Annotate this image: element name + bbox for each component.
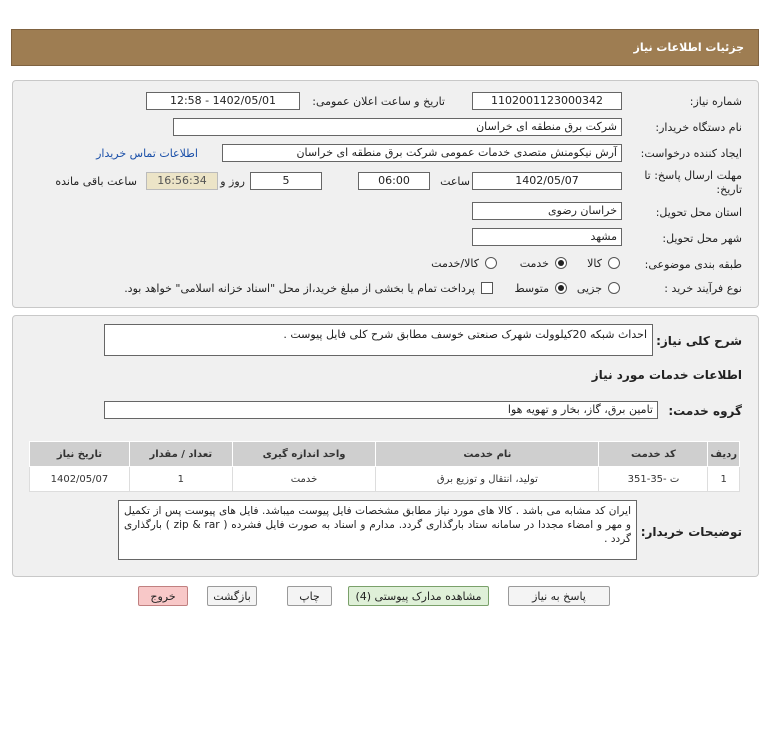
category-option-goods-service: کالا/خدمت (431, 257, 479, 270)
buyer-notes-field: ایران کد مشابه می باشد . کالا های مورد نیاز مطابق مشخصات فایل پیوست میباشد. فایل های پیوست پس از تکمیل و مهر و امضاء مجددا در سامانه ستاد بارگذاری گردد. مدارم و اسناد به صورت فایل فشرده ( zip & rar ) بارگذاری گردد . (118, 500, 637, 560)
treasury-payment-text: پرداخت تمام یا بخشی از مبلغ خرید،از محل "اسناد خزانه اسلامی" خواهد بود. (124, 282, 475, 295)
remaining-time-field: 16:56:34 (146, 172, 218, 190)
contact-buyer-link[interactable]: اطلاعات تماس خریدار (96, 147, 198, 160)
summary-field: احداث شبکه 20کیلوولت شهرک صنعتی خوسف مطابق شرح کلی فایل پیوست . (104, 324, 653, 356)
page-title: جزئیات اطلاعات نیاز (633, 41, 744, 54)
table-cell: تولید، انتقال و توزیع برق (376, 467, 599, 492)
table-cell: 1 (708, 467, 740, 492)
print-button[interactable]: چاپ (287, 586, 332, 606)
exit-button[interactable]: خروج (138, 586, 188, 606)
need-number-label: شماره نیاز: (689, 95, 742, 108)
table-row (30, 467, 740, 492)
city-label: شهر محل تحویل: (662, 232, 742, 245)
column-header: تاریخ نیاز (30, 442, 130, 467)
process-option-minor: جزیی (576, 282, 602, 295)
need-number-field: 1102001123000342 (472, 92, 622, 110)
category-radio-service[interactable] (555, 257, 567, 269)
deadline-time-field: 06:00 (358, 172, 430, 190)
remaining-label: ساعت باقی مانده (55, 175, 137, 188)
summary-label: شرح کلی نیاز: (656, 334, 742, 348)
column-header: تعداد / مقدار (129, 442, 232, 467)
column-header: واحد اندازه گیری (232, 442, 376, 467)
city-field: مشهد (472, 228, 622, 246)
time-label: ساعت (440, 175, 470, 188)
deadline-label-1: مهلت ارسال پاسخ: تا (644, 169, 742, 182)
column-header: نام خدمت (376, 442, 599, 467)
view-documents-button[interactable]: مشاهده مدارک پیوستی (4) (348, 586, 489, 606)
column-header: کد خدمت (599, 442, 708, 467)
column-header: ردیف (708, 442, 740, 467)
table-cell: 1402/05/07 (30, 467, 130, 492)
process-label: نوع فرآیند خرید : (664, 282, 742, 295)
page-header (11, 29, 759, 66)
reply-button[interactable]: پاسخ به نیاز (508, 586, 610, 606)
deadline-date-field: 1402/05/07 (472, 172, 622, 190)
buyer-notes-label: توضیحات خریدار: (640, 525, 742, 539)
service-group-field: تامین برق، گاز، بخار و تهویه هوا (104, 401, 658, 419)
deadline-label-2: تاریخ: (716, 183, 742, 196)
days-label: روز و (220, 175, 245, 188)
category-option-service: خدمت (519, 257, 549, 270)
services-table (29, 441, 740, 492)
services-section-title: اطلاعات خدمات مورد نیاز (591, 368, 742, 382)
back-button[interactable]: بازگشت (207, 586, 257, 606)
announce-date-label: تاریخ و ساعت اعلان عمومی: (312, 95, 445, 108)
buyer-label: نام دستگاه خریدار: (655, 121, 742, 134)
process-option-medium: متوسط (514, 282, 549, 295)
table-cell: 1 (129, 467, 232, 492)
category-label: طبقه بندی موضوعی: (644, 258, 742, 271)
buyer-field: شرکت برق منطقه ای خراسان (173, 118, 622, 136)
announce-date-field: 1402/05/01 - 12:58 (146, 92, 300, 110)
service-group-label: گروه خدمت: (668, 404, 742, 418)
province-label: استان محل تحویل: (655, 206, 742, 219)
creator-label: ایجاد کننده درخواست: (640, 147, 742, 160)
creator-field: آرش نیکومنش متصدی خدمات عمومی شرکت برق منطقه ای خراسان (222, 144, 622, 162)
days-field: 5 (250, 172, 322, 190)
category-option-goods: کالا (587, 257, 602, 270)
province-field: خراسان رضوی (472, 202, 622, 220)
category-radio-goods-service[interactable] (485, 257, 497, 269)
category-radio-goods[interactable] (608, 257, 620, 269)
request-info-panel (12, 80, 759, 308)
table-cell: خدمت (232, 467, 376, 492)
table-cell: ت -35-351 (599, 467, 708, 492)
process-radio-medium[interactable] (555, 282, 567, 294)
treasury-checkbox[interactable] (481, 282, 493, 294)
table-header-row (30, 442, 740, 467)
process-radio-minor[interactable] (608, 282, 620, 294)
